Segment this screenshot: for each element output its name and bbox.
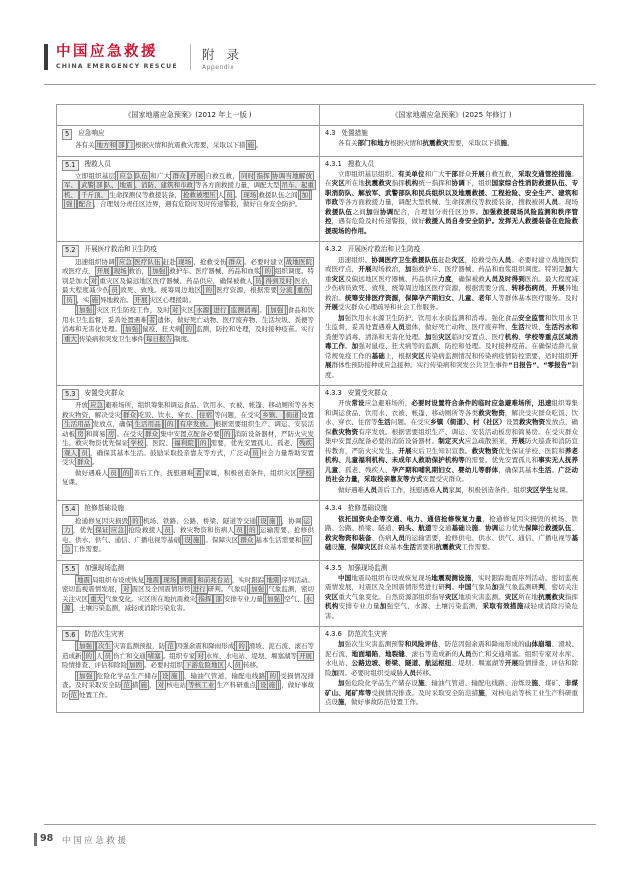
footer-rule bbox=[44, 824, 596, 825]
cell-2025 bbox=[320, 242, 583, 385]
section-heading bbox=[62, 129, 314, 140]
cell-2012 bbox=[57, 242, 320, 385]
paragraph: 立即组织基层 应急 队伍 和广大 群众 开展 自救互救， 同时 指挥 协调当地解放军、 武警 部 队、 地震 、消防、建筑和市政 等各方面救援力量，调配大型 吊车、起重机、 千斤顶、 生命探测仪等救援装备， 抢救被埋压 人 员 。 现场 救援队伍之间 加强 配合 ，合理划分责任区边界，遇有危险时及时传递警报，做好自身安全防护。 bbox=[64, 171, 314, 209]
section-title: 开展医疗救治和卫生防疫 bbox=[84, 245, 158, 254]
section-heading bbox=[62, 630, 314, 641]
section-number: 4.3.2 bbox=[325, 245, 342, 254]
table-row bbox=[57, 500, 583, 559]
section-number: 4.3 bbox=[325, 129, 336, 137]
section-title: 应急响应 bbox=[78, 129, 105, 137]
paragraph: 开放 应急 避难场所，组织筹集和调运食品、饮用水、衣被、帐篷、移动厕所等各类救灾物资，解决受灾 群众 吃饭、饮水、穿衣、 住宿 等问题，在受灾 乡镇、 街道 设置生活用品 发放点，确保 生活用品 的 有序发放。 根据需要组织生产、调运、安装活动板 房 和简易 房 。在受灾 群众 集中安置点配备必要 的 消防设备器材，严防火灾发生。救灾物资优先保证 学校 、医院、 福利院 的 需要，优先安置孤儿、孤老、 残疾观人 员 ，确保其基本生活。鼓励采取投亲靠友等方式，广泛动 员 社会力量帮助安置受灾 群众 。 bbox=[62, 401, 315, 467]
footer-title: 中国应急救援 bbox=[62, 836, 129, 846]
cell-2012 bbox=[57, 501, 320, 559]
table-row bbox=[57, 125, 583, 156]
cell-2012 bbox=[57, 561, 320, 627]
section-number: 4.3.4 bbox=[325, 504, 342, 513]
paragraph: 加强 危险化学品生产储存 设 施 、输油气管道、输配电线路 的 受损情况排查。及时采取安全防 范 措 施 ， 对 核电站 等核工业 生产科研重点 设 施 ，做好事故防 范 处置工作。 bbox=[62, 671, 315, 699]
section-title: 搜救人员 bbox=[84, 159, 111, 168]
cell-2012 bbox=[57, 386, 320, 500]
section-heading bbox=[325, 564, 578, 573]
section-heading bbox=[325, 129, 578, 138]
section-number: 5.6 bbox=[62, 630, 79, 641]
cell-2025 bbox=[320, 157, 583, 242]
table-header-row bbox=[57, 105, 583, 125]
section-title: 防范次生灾害 bbox=[347, 630, 388, 639]
section-number: 5.4 bbox=[62, 504, 79, 515]
paragraph: 加强饮用水水源卫生防护、饮用水水质监测和消毒。强化食品安全监管和饮用水卫生监督，妥善处置遇难人员遗体，做好死亡动物、医疗废弃物、生活垃圾、生活污水和粪便等消毒、清涤和无害化处理。加强灾区临时安置点、医疗机构、学校等重点区域消毒工作。加强对鼠疫、狂犬病等的监测、防控和处理。及时接种疫苗。在确保适龄儿童常规免疫工作的基础上，根据灾区传染病监测情况和传染病疫情防控需要，适时组织开展群体性预防接种或应急接种。实行传染病和突发公共卫生事件“日报告”、“零报告”制度。 bbox=[325, 313, 579, 379]
section-heading bbox=[325, 245, 578, 254]
section-title: 安置受灾群众 bbox=[84, 389, 125, 398]
paragraph: 迅速组织协调 应急 医疗队伍 赶赴 现场 ，抢救受伤 群众 。必要时建立 战地医院或医疗点， 开展 现场 救治， 加强 救护车、医疗器械、药品和血浆 的 组织调度。特别是加大 对 重灾区及偏远地区医疗器械、药品供应，确保被救人 员 得到及时 医治，最大程度减少伤 员 致死、致残。统筹周边地区 的 医疗资源，根据需要 分流 重伤员 ，实 施 异地救治。 开展 灾区心理援助。 bbox=[62, 257, 315, 304]
section-title: 处置措施 bbox=[341, 129, 368, 137]
section-number: 5 bbox=[62, 129, 72, 140]
paragraph: 各有关 地方和 部 门 根据灾情和抗震救灾需要，采取以下措 施 。 bbox=[75, 141, 263, 150]
section-heading bbox=[325, 630, 578, 639]
paragraph: 迅速组织、协调医疗卫生救援队伍赶赴灾区，抢救受伤人员。必要时建立战地医院或医疗点，开展现场救治，加强救护车、医疗器械、药品和血浆组织调度。特别是加大重灾区及偏远地区医疗器械、药品供应力度，确保被救人员及时得到医治。最大程度减少伤病员致死、致残，统筹周边地区医疗资源，根据需要分流、转移伤病员，开展异地救治。统筹安排医疗资源，保障孕产期妇女、儿童、老年人等群体基本医疗服务。及时开展受灾群众心理疏导和社会工作服务。 bbox=[325, 255, 579, 312]
section-title: 加强现场监测 bbox=[84, 563, 125, 572]
table-row bbox=[57, 626, 583, 712]
section-title: 抢修基础设施 bbox=[347, 504, 388, 513]
cell-2012 bbox=[57, 627, 320, 712]
cell-2025 bbox=[320, 126, 583, 156]
table-row bbox=[57, 156, 583, 242]
paragraph: 抢通修复因灾损毁 的 机场、铁路、公路、桥梁、隧道等交通 设 施 ，协调 运力 ，优先 保证 应急 抢险救援人 员 、救灾物资和伤病人 员 的 运输需要，抢修供电、供水、供气、通信、广播电视等基础 设 施 。保障灾区 群众 基本生活需要和 应急 工作需要。 bbox=[62, 516, 314, 554]
cell-2025 bbox=[320, 501, 583, 559]
paragraph: 开放常设应急避难场所，必要时设置符合条件的临时应急避难场所，迅速组织筹集和调运食品、饮用水、衣被、帐篷、移动厕所等各类救灾物资，解决受灾群众吃饭、饮水、穿衣、住宿等生活问题。在受灾乡镇（街道）、村（社区）设置救灾物资发放点，确保救灾物资有序发放。根据需要组织生产、调运、安装活动板房和简易房。在受灾群众集中安置点配备必要的消防设备器材。制定灭火应急疏散预案，开展防火巡查和消防宣传教育，严防火灾发生。开展灾后卫生知识宣教。救灾物资优先保证学校、医院和养老机构、儿童福利机构、未成年人救助保护机构等的需要。优先安置孤儿和事实无人抚养儿童、孤老、残疾人、孕产期和哺乳期妇女、婴幼儿等群体，确保其基本生活。广泛动员社会力量，采取投亲靠友等方式安置受灾群众。 bbox=[325, 399, 579, 484]
section-title: 开展医疗救治和卫生防疫 bbox=[347, 245, 421, 254]
section-title: 加强现场监测 bbox=[347, 563, 388, 572]
paragraph: 地震 局组织布设或恢复 地震 现场 测震 和前兆台站 ，实时跟踪 地震 序列活动。密切监视震情发展， 对 震区及全国震情形势 进行 研判。气象局 加强 气象监测，密切关注灾区 重大 气象变化。灾区所在地抗震救灾 指挥 部 安排专业力量 加强 空气、 水源 、土壤污染监测，减轻或消除污染危害。 bbox=[62, 575, 315, 613]
header-accent-bar bbox=[44, 44, 48, 70]
section-number: 4.3.5 bbox=[325, 563, 342, 572]
paragraph: 加强危险化学品生产储存设施、输油气管道、输配电线路、冶炼设施、煤矿、非煤矿山、尾矿库等受损情况排查。及时采取安全防范措施，对核电站等核工业生产科研重点设施，做好事故防范处置工作。 bbox=[325, 679, 579, 707]
brand-title-cn: 中国应急救援 bbox=[56, 44, 158, 60]
column-header-2025: 《国家地震应急预案》(2025 年修订 ) bbox=[391, 110, 512, 119]
paragraph: 中国地震局组织布设或恢复现场地震观测设施，实时跟踪地震序列活动。密切监视震情发展，对震区及全国震情形势进行研判。中国气象局加强气象监测研判，密切关注灾区重大气象变化。自然资源部组织指导灾区地质灾害监测。灾区所在地抗震救灾指挥机构安排专业力量加强空气、水源、土壤污染监测，采取有效措施减轻或消除污染危害。 bbox=[325, 573, 579, 620]
cell-2025 bbox=[320, 627, 583, 712]
section-heading bbox=[325, 160, 578, 169]
section-number: 5.5 bbox=[62, 564, 79, 575]
table-row bbox=[57, 560, 583, 627]
cell-2025 bbox=[320, 386, 583, 500]
page-header bbox=[44, 42, 596, 78]
section-heading bbox=[62, 245, 314, 256]
section-number: 5.1 bbox=[62, 160, 79, 171]
section-title: 防范次生灾害 bbox=[84, 630, 125, 639]
brand-title-en: CHINA EMERGENCY RESCUE bbox=[56, 63, 178, 70]
comparison-table bbox=[56, 104, 584, 713]
section-label-en: Appendix bbox=[202, 64, 235, 71]
section-heading bbox=[62, 160, 314, 171]
header-rule bbox=[44, 84, 596, 85]
section-number: 5.2 bbox=[62, 245, 79, 256]
cell-2012 bbox=[57, 157, 320, 242]
footer-accent-bar bbox=[34, 833, 37, 846]
column-header-2012: 《国家地震应急预案》(2012 年上一版 ) bbox=[57, 105, 320, 125]
paragraph: 做好遇难人员善后工作，抚慰遇难人员家属，积极创造条件，组织灾区学生复课。 bbox=[338, 485, 572, 494]
paragraph: 各有关部门和地方根据灾情和抗震救灾需要，采取以下措施。 bbox=[338, 139, 514, 148]
section-number: 4.3.6 bbox=[325, 630, 342, 639]
page-number: 98 bbox=[40, 833, 54, 844]
section-heading bbox=[62, 504, 314, 515]
cell-2025 bbox=[320, 561, 583, 627]
section-title: 安置受灾群众 bbox=[347, 389, 388, 398]
section-heading bbox=[325, 504, 578, 513]
cell-2012 bbox=[57, 126, 320, 156]
paragraph: 加强次生灾害监测预警和风险评估，防范因强余震和降雨形成的山体崩塌、滑坡、泥石流、地面塌陷、地裂缝、滚石等造成新的人员伤亡和交通堵塞。组织专家对水库、水电站、公路边坡、桥梁、隧道、航运枢纽、堤坝、堰塞湖等开展险情排查、评估和除险加固。必要时组织受威胁人员转移。 bbox=[325, 640, 579, 677]
section-label-cn: 附 录 bbox=[202, 47, 243, 62]
table-row bbox=[57, 385, 583, 500]
section-title: 搜救人员 bbox=[347, 159, 375, 168]
section-heading bbox=[62, 389, 314, 400]
paragraph: 做好遇难人 员 的 善后工作，抚慰遇难 者 家属，积极创造条件，组织灾区 学校复课。 bbox=[62, 468, 312, 487]
table-row bbox=[57, 241, 583, 385]
paragraph: 加强 次生 灾害监测预报，防 范 因强余震和降雨形成 的 滑坡、泥石流、滚石等造成新 的 人 员 伤亡和交通 堵塞 。组织专家 对 水库、水电站、堤坝、堰塞湖等 开展险情排查、评估和除险 加固 。必要时组织 下游危险地区 人 员 转移。 bbox=[62, 642, 314, 670]
section-number: 4.3.3 bbox=[325, 389, 342, 398]
paragraph: 立即组织基层组织、有关单位和广大干部群众开展自救互救，采取交通管控措施。在灾区所在地抗震救灾指挥机构统一指挥和协调下，组织国家综合性消防救援队伍、专职消防队、解放军、武警部队和民兵组织以及地震救援、工程抢险、安全生产、建筑和市政等各方面救援力量，调配大型机械、生命探测仪等救援装备，搜救被困人员。现场救援队伍之间加强协调配合，合理划分责任区边界。加强救援现场风险监测和秩序管控，遇有危险及时传递警报，做好救援人员自身安全防护。发挥无人救援装备在危险救援现场的作用。 bbox=[325, 169, 579, 235]
section-heading bbox=[325, 389, 578, 398]
section-title: 抢修基础设施 bbox=[84, 504, 125, 513]
section-heading bbox=[62, 564, 314, 575]
paragraph: 加强 灾区卫生防疫工作，及时 对 灾区 水源 进行 监测消毒 。 加强 食品和饮用水卫生监督，妥善处置遇难 者 遗体，做好死亡动物、医疗废弃物、生活垃圾、粪便等消毒和无害化处理。 加强 鼠疫、狂犬病 的 监测，防控和处理，及时接种疫苗。实行重大 传染病和突发卫生事件 每日报告 制度。 bbox=[62, 306, 315, 343]
section-number: 5.3 bbox=[62, 389, 79, 400]
paragraph: 依托国资央企等交通、电力、通信抢修恢复力量，抢通修复因灾损毁的机场、铁路、公路、桥梁、隧道、码头、航道等交通基础设施。协调运力优先保障抢救援队伍、救灾物资和装备、伤病人员的运输需要，抢修供电、供水、供气、通信、广播电视等基础设施，保障灾区群众基本生活需要和抗震救灾工作需要。 bbox=[325, 514, 579, 552]
section-number: 4.3.1 bbox=[325, 159, 342, 168]
header-divider bbox=[190, 44, 191, 70]
